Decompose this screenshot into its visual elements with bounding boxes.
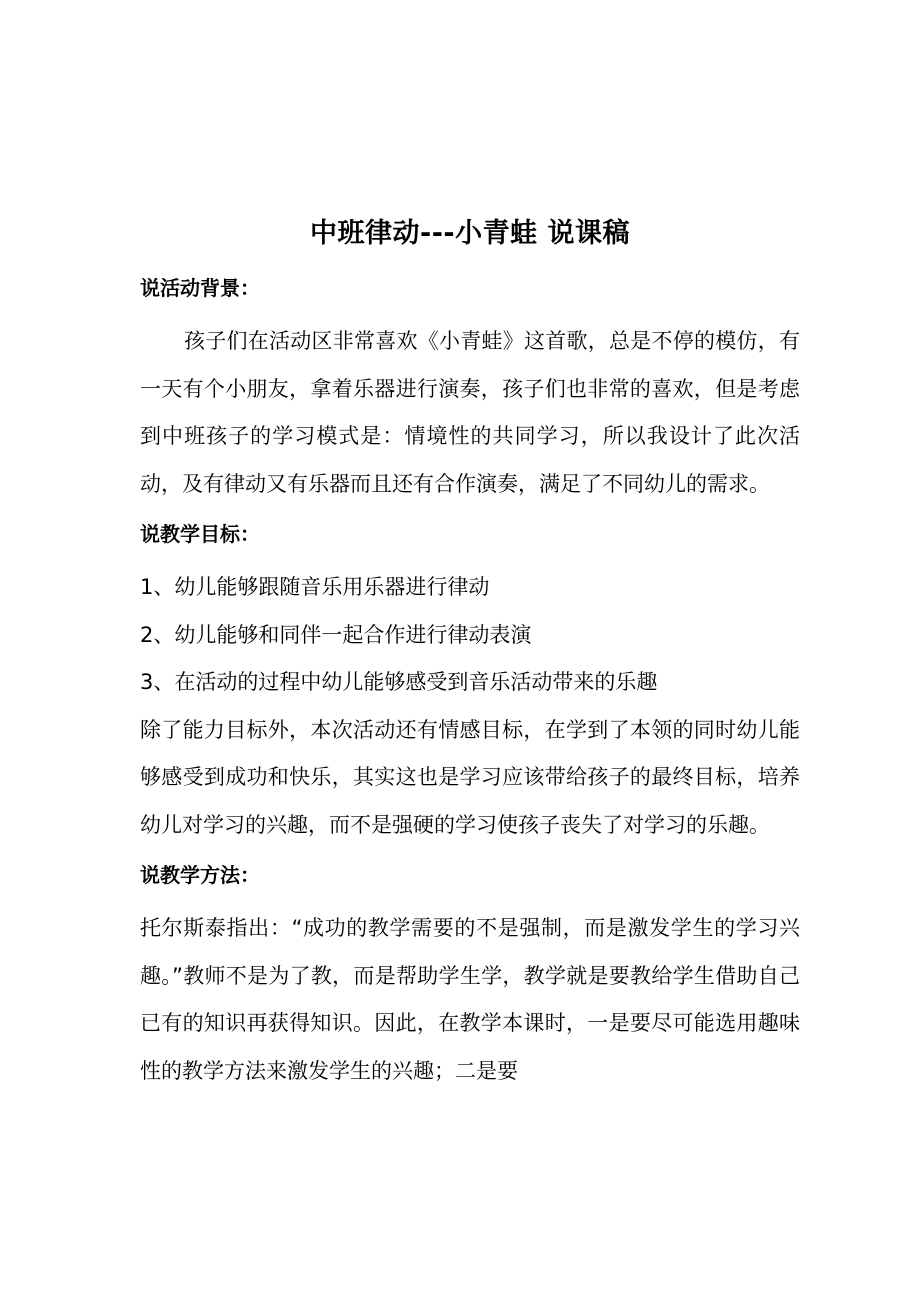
- document-page: [140, 210, 800, 1101]
- section-heading-methods: 说教学方法：: [140, 863, 260, 887]
- section-background: [140, 268, 800, 508]
- section-goals: [140, 514, 800, 849]
- document-title: 中班律动---小青蛙 说课稿: [309, 218, 631, 249]
- paragraph-methods: 托尔斯泰指出：“成功的教学需要的不是强制，而是激发学生的学习兴趣。”教师不是为了教，而是帮助学生学，教学就是要教给学生借助自己已有的知识再获得知识。因此，在教学本课时，一是要尽可能选用趣味性的教学方法来激发学生的兴趣；二是要: [140, 916, 800, 1083]
- section-heading-background: 说活动背景：: [140, 276, 260, 300]
- goal-item-2: 2、幼儿能够和同伴一起合作进行律动表演: [140, 622, 532, 647]
- goal-item-1: 1、幼儿能够跟随音乐用乐器进行律动: [140, 575, 490, 599]
- paragraph-goals: 除了能力目标外，本次活动还有情感目标，在学到了本领的同时幼儿能够感受到成功和快乐，其实这也是学习应该带给孩子的最终目标，培养幼儿对学习的兴趣，而不是强硬的学习使孩子丧失了对学习的乐趣。: [140, 717, 800, 837]
- goal-item-3: 3、在活动的过程中幼儿能够感受到音乐活动带来的乐趣: [140, 670, 658, 694]
- section-heading-goals: 说教学目标：: [140, 522, 260, 546]
- section-methods: [140, 855, 800, 1095]
- paragraph-background: 孩子们在活动区非常喜欢《小青蛙》这首歌，总是不停的模仿，有一天有个小朋友，拿着乐器进行演奏，孩子们也非常的喜欢，但是考虑到中班孩子的学习模式是：情境性的共同学习，所以我设计了此次活动，及有律动又有乐器而且还有合作演奏，满足了不同幼儿的需求。: [140, 329, 800, 496]
